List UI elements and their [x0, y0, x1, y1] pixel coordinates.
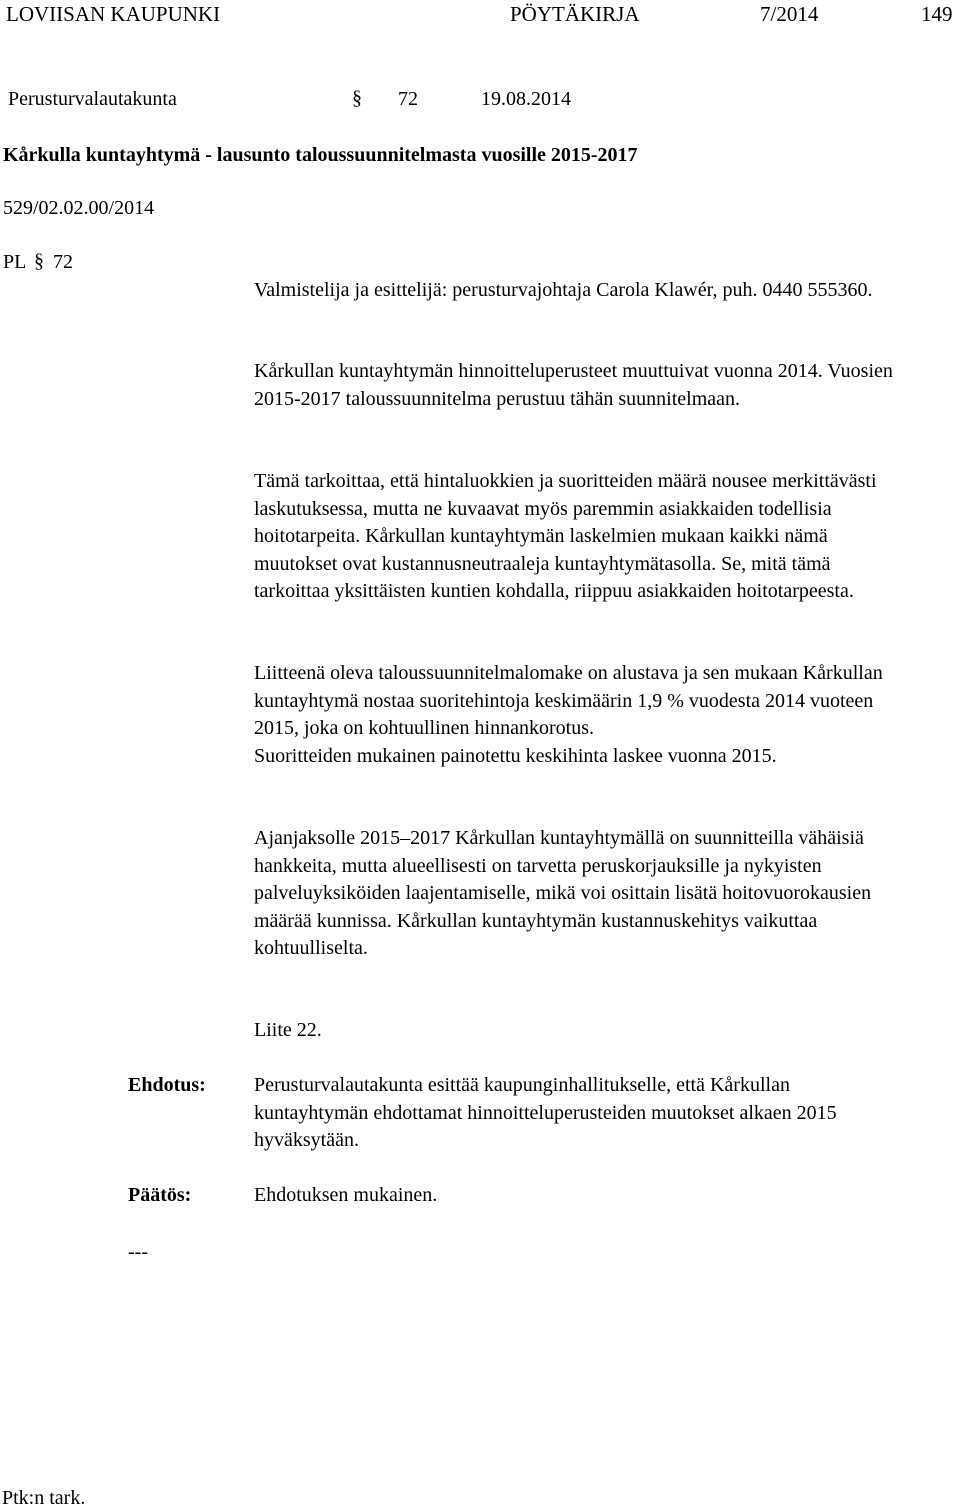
preparer-text: Valmistelija ja esittelijä: perusturvajohtaja Carola Klawér, puh. 0440 555360.	[254, 279, 873, 301]
decision-label: Päätös:	[128, 1184, 192, 1206]
pricing-change-text: Kårkullan kuntayhtymän hinnoitteluperusteet muuttuivat vuonna 2014. Vuosien 2015-2017 taloussuunnitelma perustuu tähän suunnitelmaan.	[254, 360, 893, 410]
attachment-paragraph	[254, 660, 894, 770]
decision-paragraph	[254, 1182, 894, 1210]
city-name: LOVIISAN KAUPUNKI	[6, 2, 221, 26]
decision-text: Ehdotuksen mukainen.	[254, 1184, 438, 1206]
average-price-text: Suoritteiden mukainen painotettu keskihinta laskee vuonna 2015.	[254, 744, 777, 767]
appendix-text: Liite 22.	[254, 1019, 322, 1041]
document-title: Kårkulla kuntayhtymä - lausunto taloussuunnitelmasta vuosille 2015-2017	[3, 144, 638, 166]
pl-section-sign: §	[34, 250, 44, 272]
page-number: 149	[921, 2, 953, 26]
period-text: Ajanjaksolle 2015–2017 Kårkullan kuntayhtymällä on suunnitteilla vähäisiä hankkeita, mutta alueellisesti on tarvetta peruskorjauksille ja nykyisten palveluyksiköiden laajentamiselle, mikä voi osittain lisätä hoitovuorokausien määrää kunnissa. Kårkullan kuntayhtymän kustannuskehitys vaikuttaa kohtuulliselta.	[254, 827, 872, 959]
meeting-date: 19.08.2014	[481, 88, 571, 110]
separator: ---	[128, 1241, 148, 1263]
issue-number: 7/2014	[760, 2, 819, 26]
proposal-paragraph	[254, 1072, 894, 1155]
attachment-text: Liitteenä oleva taloussuunnitelmalomake on alustava ja sen mukaan Kårkullan kuntayhtymä nostaa suoritehintoja keskimäärin 1,9 % vuodesta 2014 vuoteen 2015, joka on kohtuullinen hinnankorotus.	[254, 662, 883, 739]
meeting-body: Perusturvalautakunta	[8, 88, 177, 110]
section-number: 72	[398, 88, 418, 110]
pl-label: PL	[3, 251, 27, 273]
proposal-text: Perusturvalautakunta esittää kaupunginhallitukselle, että Kårkullan kuntayhtymän ehdottamat hinnoitteluperusteiden muutokset alkaen 2015 hyväksytään.	[254, 1074, 837, 1151]
document-type: PÖYTÄKIRJA	[510, 2, 640, 26]
period-paragraph	[254, 825, 894, 963]
footer-checker: Ptk:n tark.	[2, 1487, 86, 1509]
section-sign: §	[352, 87, 362, 109]
proposal-label: Ehdotus:	[128, 1074, 206, 1096]
reference-number: 529/02.02.00/2014	[3, 197, 155, 219]
preparer-paragraph	[254, 277, 894, 305]
pricing-change-paragraph	[254, 358, 894, 413]
appendix-paragraph	[254, 1017, 894, 1045]
pl-number: 72	[53, 251, 73, 273]
impact-paragraph	[254, 468, 894, 606]
impact-text: Tämä tarkoittaa, että hintaluokkien ja suoritteiden määrä nousee merkittävästi laskutuksessa, mutta ne kuvaavat myös paremmin asiakkaiden todellisia hoitotarpeita. Kårkullan kuntayhtymän laskelmien mukaan kaikki nämä muutokset ovat kustannusneutraaleja kuntayhtymätasolla. Se, mitä tämä tarkoittaa yksittäisten kuntien kohdalla, riippuu asiakkaiden hoitotarpeesta.	[254, 470, 877, 602]
